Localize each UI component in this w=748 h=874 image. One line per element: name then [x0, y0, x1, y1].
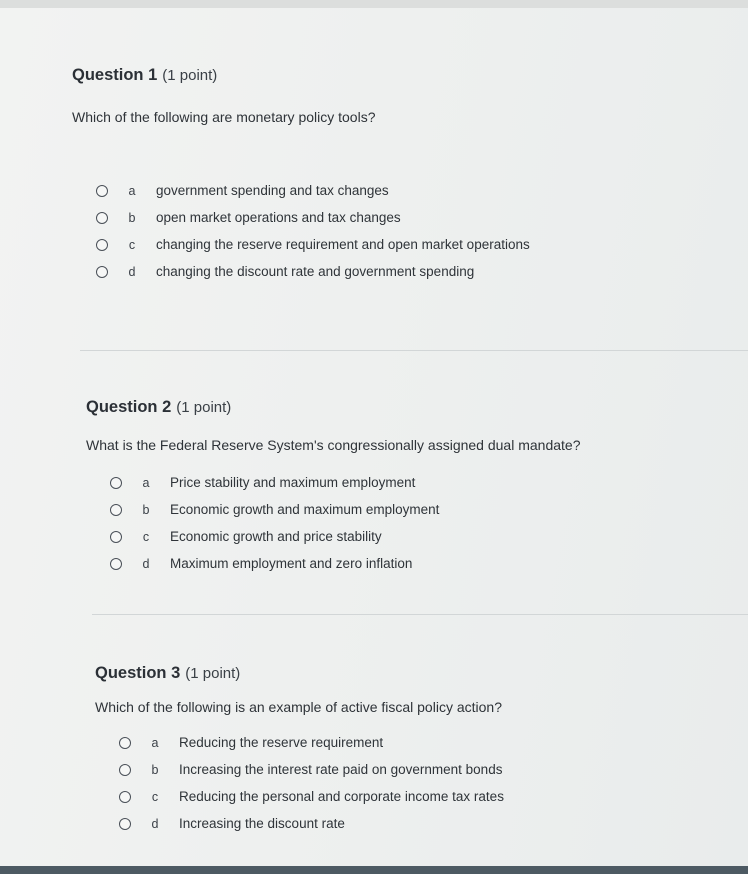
- option-letter: d: [151, 816, 159, 831]
- option-text: changing the discount rate and government spending: [156, 264, 475, 279]
- answer-options: [96, 177, 530, 285]
- option-letter: b: [128, 210, 136, 225]
- option-d[interactable]: [119, 810, 504, 837]
- option-letter: b: [142, 502, 150, 517]
- option-letter: a: [151, 735, 159, 750]
- question-points: (1 point): [185, 665, 241, 682]
- question-title: [95, 664, 504, 683]
- question-divider: [80, 350, 748, 351]
- radio-button[interactable]: [110, 504, 122, 516]
- radio-button[interactable]: [110, 531, 122, 543]
- option-letter: c: [142, 529, 150, 544]
- option-a[interactable]: [96, 177, 530, 204]
- question-number: Question 3: [95, 664, 181, 682]
- radio-button[interactable]: [96, 266, 108, 278]
- option-text: Economic growth and maximum employment: [170, 502, 440, 517]
- quiz-page: [0, 8, 748, 866]
- option-text: Increasing the discount rate: [179, 816, 345, 831]
- option-c[interactable]: [96, 231, 530, 258]
- radio-button[interactable]: [119, 818, 131, 830]
- question-number: Question 1: [72, 66, 158, 84]
- question-points: (1 point): [162, 67, 218, 84]
- question-title: [72, 66, 530, 85]
- option-c[interactable]: [110, 523, 580, 550]
- option-letter: c: [128, 237, 136, 252]
- radio-button[interactable]: [119, 791, 131, 803]
- option-text: Maximum employment and zero inflation: [170, 556, 413, 571]
- question-prompt: What is the Federal Reserve System's congressionally assigned dual mandate?: [86, 437, 581, 453]
- answer-options: [119, 729, 504, 837]
- option-text: Economic growth and price stability: [170, 529, 382, 544]
- question-number: Question 2: [86, 398, 172, 416]
- radio-button[interactable]: [110, 477, 122, 489]
- option-letter: a: [142, 475, 150, 490]
- option-d[interactable]: [110, 550, 580, 577]
- bottom-edge: [0, 866, 748, 874]
- option-letter: c: [151, 789, 159, 804]
- option-text: open market operations and tax changes: [156, 210, 401, 225]
- option-b[interactable]: [110, 496, 580, 523]
- option-d[interactable]: [96, 258, 530, 285]
- answer-options: [110, 469, 580, 577]
- question-divider: [92, 614, 748, 615]
- option-text: changing the reserve requirement and open market operations: [156, 237, 530, 252]
- option-b[interactable]: [96, 204, 530, 231]
- option-text: Reducing the personal and corporate income tax rates: [179, 789, 504, 804]
- top-edge: [0, 0, 748, 8]
- radio-button[interactable]: [96, 212, 108, 224]
- option-a[interactable]: [119, 729, 504, 756]
- question-prompt: Which of the following is an example of active fiscal policy action?: [95, 699, 502, 715]
- question-2: [86, 398, 580, 593]
- radio-button[interactable]: [119, 764, 131, 776]
- option-letter: d: [142, 556, 150, 571]
- option-text: Price stability and maximum employment: [170, 475, 416, 490]
- radio-button[interactable]: [110, 558, 122, 570]
- option-text: Reducing the reserve requirement: [179, 735, 384, 750]
- option-text: Increasing the interest rate paid on government bonds: [179, 762, 503, 777]
- question-1: [72, 66, 530, 301]
- radio-button[interactable]: [96, 239, 108, 251]
- option-b[interactable]: [119, 756, 504, 783]
- option-text: government spending and tax changes: [156, 183, 389, 198]
- option-letter: b: [151, 762, 159, 777]
- option-letter: a: [128, 183, 136, 198]
- option-a[interactable]: [110, 469, 580, 496]
- radio-button[interactable]: [119, 737, 131, 749]
- question-prompt: Which of the following are monetary policy tools?: [72, 109, 376, 125]
- radio-button[interactable]: [96, 185, 108, 197]
- option-letter: d: [128, 264, 136, 279]
- option-c[interactable]: [119, 783, 504, 810]
- question-3: [95, 664, 504, 853]
- question-points: (1 point): [176, 399, 232, 416]
- question-title: [86, 398, 580, 417]
